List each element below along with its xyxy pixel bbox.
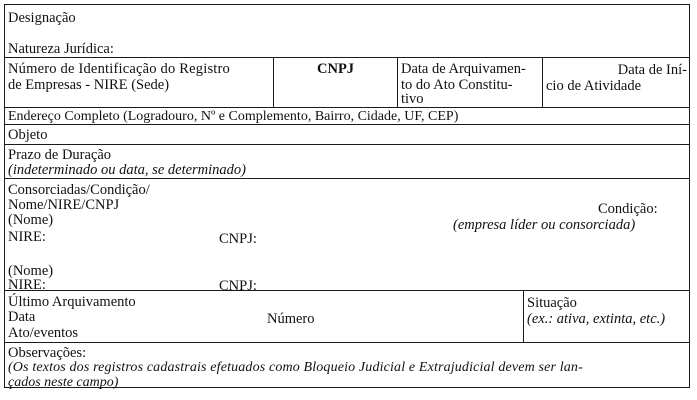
ultimo-arquivamento-label: Último Arquivamento: [8, 294, 136, 310]
data-inicio-line1: Data de Iní-: [617, 62, 687, 78]
designacao-label: Designação: [8, 10, 76, 26]
data-arquivamento-line3: tivo: [401, 91, 424, 107]
data-arquivamento-cell: [397, 58, 542, 107]
endereco-row: [5, 108, 689, 125]
consorciadas-line2: Nome/NIRE/CNPJ: [8, 197, 120, 213]
consorciada1-nire: NIRE:: [8, 229, 46, 245]
endereco-label: Endereço Completo (Logradouro, Nº e Complemento, Bairro, Cidade, UF, CEP): [8, 109, 459, 124]
nire-header-line2: de Empresas - NIRE (Sede): [8, 77, 170, 93]
nire-header-line1: Número de Identificação do Registro: [8, 61, 231, 77]
consorciada2-nire: NIRE:: [8, 277, 46, 293]
data-arquivamento-line2: to do Ato Constitu-: [401, 77, 513, 93]
data-arquivamento-line1: Data de Arquivamen-: [401, 61, 526, 77]
ultimo-arquivamento-row: [5, 291, 689, 343]
cnpj-header: CNPJ: [317, 61, 355, 77]
consorciada1-nome: (Nome): [8, 212, 54, 228]
prazo-label: Prazo de Duração: [8, 147, 112, 163]
observacoes-label: Observações:: [8, 345, 87, 361]
condicao-label: Condição:: [598, 201, 658, 217]
nire-cell: [5, 58, 273, 107]
ultimo-arquivamento-ato: Ato/eventos: [8, 325, 79, 341]
observacoes-row: [5, 343, 689, 389]
objeto-row: [5, 125, 689, 145]
consorciada2-cnpj: CNPJ:: [219, 278, 257, 294]
observacoes-line1: (Os textos dos registros cadastrais efetuados como Bloqueio Judicial e Extrajudicial devem ser lan-: [8, 360, 583, 375]
identification-row: [5, 58, 689, 108]
consorciada1-cnpj: CNPJ:: [219, 231, 257, 247]
situacao-hint: (ex.: ativa, extinta, etc.): [527, 311, 666, 327]
data-inicio-line2: cio de Atividade: [546, 78, 642, 94]
cnpj-cell: [273, 58, 397, 107]
condicao-hint: (empresa líder ou consorciada): [453, 217, 636, 233]
situacao-cell: [523, 291, 691, 342]
objeto-label: Objeto: [8, 127, 48, 143]
consorciadas-row: [5, 179, 689, 294]
consorciadas-line1: Consorciadas/Condição/: [8, 182, 150, 198]
registration-form: [4, 4, 690, 388]
consorciada2-nome: (Nome): [8, 263, 54, 279]
situacao-label: Situação: [527, 295, 577, 311]
ultimo-arquivamento-numero: Número: [267, 311, 315, 327]
data-inicio-cell: [542, 58, 691, 107]
ultimo-arquivamento-data: Data: [8, 309, 36, 325]
ultimo-arquivamento-cell: [5, 291, 523, 342]
designacao-row: [5, 5, 689, 58]
natureza-juridica-label: Natureza Jurídica:: [8, 41, 114, 57]
prazo-row: [5, 145, 689, 179]
prazo-hint: (indeterminado ou data, se determinado): [8, 162, 247, 178]
observacoes-line2: çados neste campo): [8, 375, 119, 390]
